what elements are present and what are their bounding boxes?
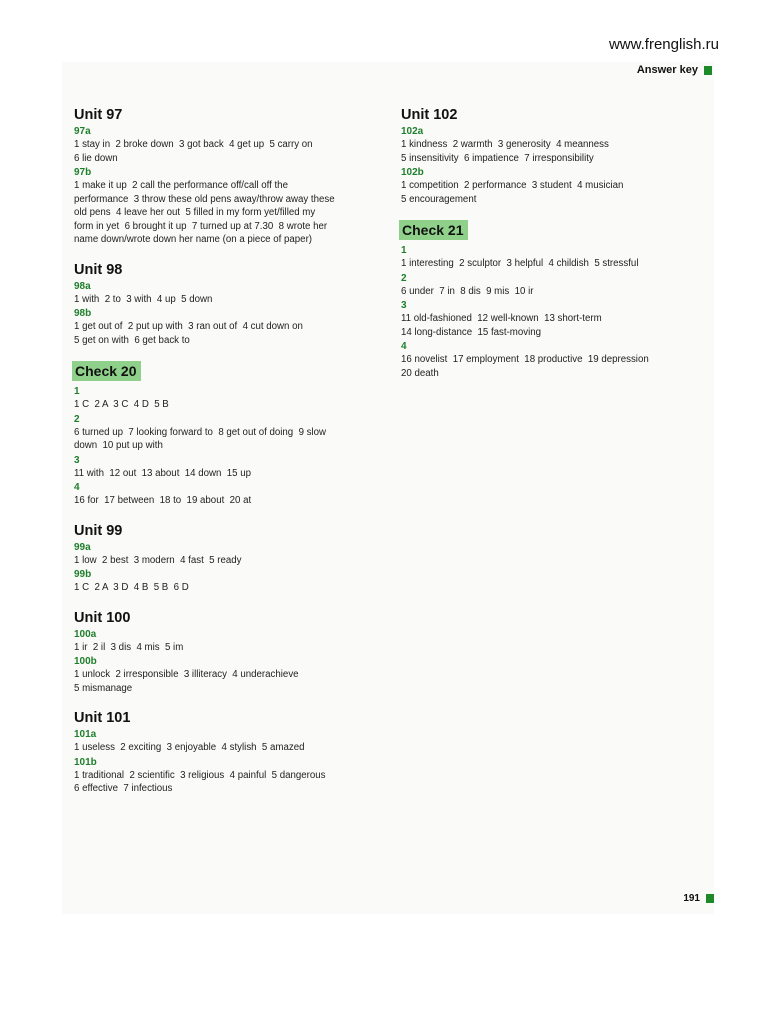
answer-line: 1 useless 2 exciting 3 enjoyable 4 stylish 5 amazed (74, 742, 305, 753)
page-number-footer (683, 893, 714, 904)
answer-line: down 10 put up with (74, 440, 163, 451)
answer-line: 1 get out of 2 put up with 3 ran out of 4 cut down on (74, 321, 303, 332)
unit-title: Unit 102 (401, 107, 458, 123)
right-column (401, 106, 701, 394)
unit-block (74, 522, 374, 595)
exercise-label: 4 (74, 482, 80, 493)
exercise-label: 2 (74, 413, 80, 425)
answer-line: 11 old-fashioned 12 well-known 13 short-term (401, 313, 602, 324)
answer-line: 1 kindness 2 warmth 3 generosity 4 meanness (401, 139, 609, 150)
answer-line: form in yet 6 brought it up 7 turned up at 7.30 8 wrote her (74, 220, 328, 232)
check-title: Check 20 (72, 361, 141, 381)
exercise-label: 102a (401, 126, 424, 137)
answer-line: 16 novelist 17 employment 18 productive 19 depression (401, 354, 649, 365)
answer-key-header (637, 64, 712, 76)
green-square-icon (704, 66, 712, 75)
exercise-label: 101a (74, 729, 97, 740)
exercise-label: 97a (74, 126, 91, 137)
exercise-label: 1 (401, 245, 407, 256)
answer-line: 5 get on with 6 get back to (74, 334, 190, 346)
answer-line: 1 competition 2 performance 3 student 4 musician (401, 180, 624, 191)
answer-line: 16 for 17 between 18 to 19 about 20 at (74, 495, 252, 506)
answer-line: 1 interesting 2 sculptor 3 helpful 4 childish 5 stressful (401, 258, 639, 269)
unit-title: Unit 98 (74, 261, 123, 278)
answer-line: 1 ir 2 il 3 dis 4 mis 5 im (74, 641, 184, 653)
check-title: Check 21 (399, 220, 468, 240)
answer-line: 5 insensitivity 6 impatience 7 irresponsibility (401, 152, 594, 164)
answer-line: 1 stay in 2 broke down 3 got back 4 get up 5 carry on (74, 139, 313, 150)
answer-line: performance 3 throw these old pens away/throw away these (74, 193, 335, 205)
unit-title: Unit 100 (74, 609, 131, 626)
exercise-label: 100a (74, 628, 97, 640)
check-title-row (401, 220, 701, 243)
exercise-label: 1 (74, 386, 80, 397)
answer-line: 6 turned up 7 looking forward to 8 get out of doing 9 slow (74, 426, 327, 438)
exercise-label: 3 (401, 300, 407, 311)
unit-title: Unit 97 (74, 107, 123, 123)
unit-block (74, 609, 374, 696)
exercise-label: 2 (401, 272, 407, 284)
answer-line: name down/wrote down her name (on a piece of paper) (74, 234, 313, 245)
exercise-label: 102b (401, 167, 424, 178)
exercise-label: 4 (401, 341, 407, 352)
left-column (74, 106, 374, 810)
answer-line: 6 lie down (74, 152, 118, 164)
exercise-label: 101b (74, 756, 97, 768)
answer-key-label: Answer key (636, 64, 698, 76)
exercise-label: 99a (74, 541, 91, 553)
answer-line: 6 effective 7 infectious (74, 783, 173, 794)
unit-block (74, 261, 374, 348)
unit-block (401, 220, 701, 380)
answer-line: 5 encouragement (401, 193, 477, 205)
answer-line: old pens 4 leave her out 5 filled in my form yet/filled my (74, 207, 316, 218)
watermark-url: www.frenglish.ru (608, 36, 719, 53)
unit-block (74, 361, 374, 508)
page-number: 191 (683, 893, 700, 904)
exercise-label: 100b (74, 656, 97, 667)
answer-line: 1 with 2 to 3 with 4 up 5 down (74, 293, 213, 305)
answer-line: 11 with 12 out 13 about 14 down 15 up (74, 467, 252, 479)
exercise-label: 99b (74, 569, 92, 580)
answer-line: 14 long-distance 15 fast-moving (401, 326, 542, 338)
answer-line: 1 traditional 2 scientific 3 religious 4 painful 5 dangerous (74, 769, 326, 781)
exercise-label: 97b (74, 167, 92, 178)
exercise-label: 98b (74, 308, 92, 319)
unit-title: Unit 99 (74, 522, 123, 539)
unit-block (74, 709, 374, 796)
answer-line: 5 mismanage (74, 682, 133, 694)
exercise-label: 3 (74, 454, 80, 466)
check-title-row (74, 361, 374, 384)
answer-line: 1 C 2 A 3 D 4 B 5 B 6 D (74, 582, 189, 593)
unit-block (401, 106, 701, 206)
answer-line: 1 unlock 2 irresponsible 3 illiteracy 4 underachieve (74, 669, 299, 680)
unit-block (74, 106, 374, 247)
answer-line: 6 under 7 in 8 dis 9 mis 10 ir (401, 285, 534, 297)
answer-line: 1 low 2 best 3 modern 4 fast 5 ready (74, 554, 242, 566)
unit-title: Unit 101 (74, 710, 131, 726)
exercise-label: 98a (74, 280, 91, 292)
answer-line: 1 C 2 A 3 C 4 D 5 B (74, 399, 169, 410)
answer-line: 1 make it up 2 call the performance off/call off the (74, 180, 288, 191)
answer-line: 20 death (401, 367, 439, 379)
green-square-icon (706, 894, 714, 903)
